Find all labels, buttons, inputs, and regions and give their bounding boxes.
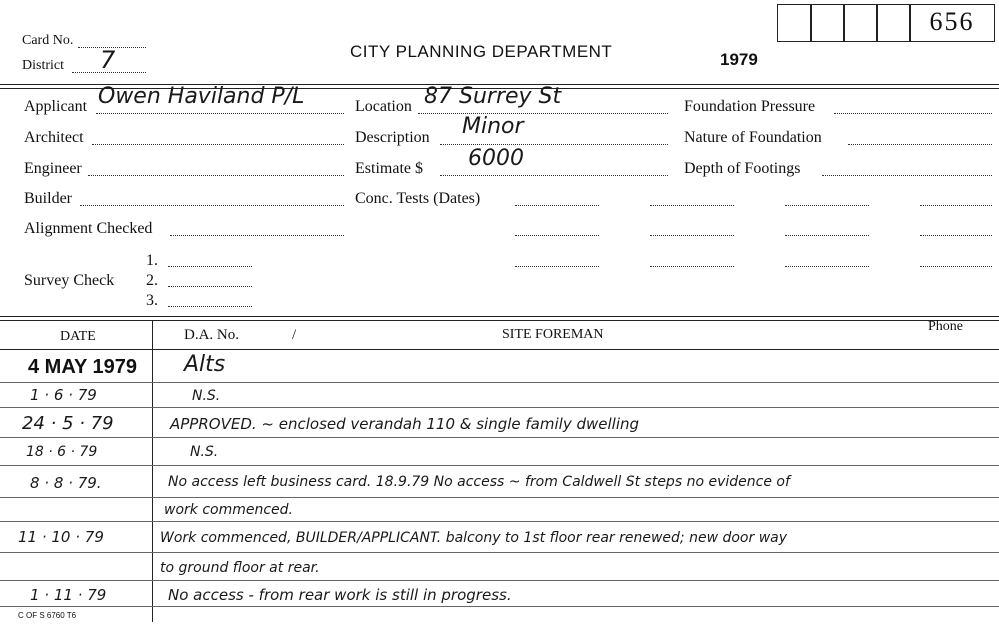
- log-entry: work commenced.: [164, 502, 294, 518]
- number-box: [777, 4, 812, 42]
- architect-line: [92, 144, 344, 145]
- survey-line-1: [168, 266, 252, 267]
- engineer-line: [88, 175, 344, 176]
- log-header-rule: [0, 349, 999, 350]
- survey-line-2: [168, 286, 252, 287]
- date-column-divider: [152, 320, 153, 622]
- district-value: 7: [100, 46, 116, 74]
- builder-line: [80, 205, 344, 206]
- engineer-label: Engineer: [24, 160, 82, 177]
- col-date-header: DATE: [60, 329, 96, 344]
- applicant-label: Applicant: [24, 98, 88, 115]
- estimate-value: 6000: [468, 146, 524, 171]
- col-foreman-header: SITE FOREMAN: [502, 327, 604, 342]
- card-no-label: Card No.: [22, 33, 74, 48]
- district-label: District: [22, 58, 64, 73]
- alignment-line: [170, 235, 344, 236]
- foundation-pressure-label: Foundation Pressure: [684, 98, 816, 115]
- conc-tests-label: Conc. Tests (Dates): [355, 190, 481, 207]
- description-line: [440, 144, 668, 145]
- log-rule-top-2: [0, 320, 999, 321]
- architect-label: Architect: [24, 129, 84, 146]
- nature-foundation-label: Nature of Foundation: [684, 129, 822, 146]
- description-label: Description: [355, 129, 430, 146]
- nature-foundation-line: [848, 144, 992, 145]
- log-entry: No access - from rear work is still in progress.: [168, 586, 512, 604]
- col-slash: /: [292, 327, 297, 343]
- log-entry: Alts: [184, 352, 226, 377]
- number-box: [876, 4, 911, 42]
- page-title: CITY PLANNING DEPARTMENT: [350, 42, 613, 61]
- number-box: 656: [909, 4, 995, 42]
- survey-item-2: 2.: [146, 272, 158, 289]
- log-entry: Work commenced, BUILDER/APPLICANT. balcony to 1st floor rear renewed; new door way: [160, 530, 788, 546]
- location-value: 87 Surrey St: [424, 84, 562, 109]
- builder-label: Builder: [24, 190, 72, 207]
- applicant-value: Owen Haviland P/L: [98, 84, 305, 109]
- survey-item-3: 3.: [146, 292, 158, 309]
- footer-code: C OF S 6760 T6: [18, 611, 77, 620]
- log-entry: N.S.: [192, 388, 221, 404]
- log-entry: APPROVED. ~ enclosed verandah 110 & single family dwelling: [170, 415, 640, 433]
- estimate-label: Estimate $: [355, 160, 423, 177]
- survey-label: Survey Check: [24, 272, 115, 289]
- alignment-label: Alignment Checked: [24, 220, 153, 237]
- estimate-line: [440, 175, 668, 176]
- log-date: 8 · 8 · 79.: [30, 474, 102, 492]
- description-value: Minor: [462, 114, 524, 139]
- survey-line-3: [168, 306, 252, 307]
- number-box: [810, 4, 845, 42]
- survey-item-1: 1.: [146, 252, 158, 269]
- col-phone-header: Phone: [928, 319, 963, 334]
- log-date: 4 MAY 1979: [28, 356, 137, 378]
- year: 1979: [720, 50, 758, 69]
- col-da-header: D.A. No.: [184, 327, 239, 343]
- log-date: 18 · 6 · 79: [26, 444, 98, 460]
- location-line: [418, 113, 668, 114]
- log-date: 24 · 5 · 79: [22, 413, 114, 434]
- log-entry: No access left business card. 18.9.79 No access ~ from Caldwell St steps no evidence of: [168, 474, 790, 490]
- location-label: Location: [355, 98, 412, 115]
- foundation-pressure-line: [834, 113, 992, 114]
- log-entry: N.S.: [190, 444, 219, 460]
- log-date: 11 · 10 · 79: [18, 528, 104, 546]
- log-entry: to ground floor at rear.: [160, 560, 320, 576]
- applicant-line: [96, 113, 344, 114]
- log-date: 1 · 6 · 79: [30, 386, 97, 404]
- depth-footings-line: [822, 175, 992, 176]
- log-date: 1 · 11 · 79: [30, 586, 107, 604]
- log-rule-top: [0, 316, 999, 317]
- number-box: [843, 4, 878, 42]
- depth-footings-label: Depth of Footings: [684, 160, 801, 177]
